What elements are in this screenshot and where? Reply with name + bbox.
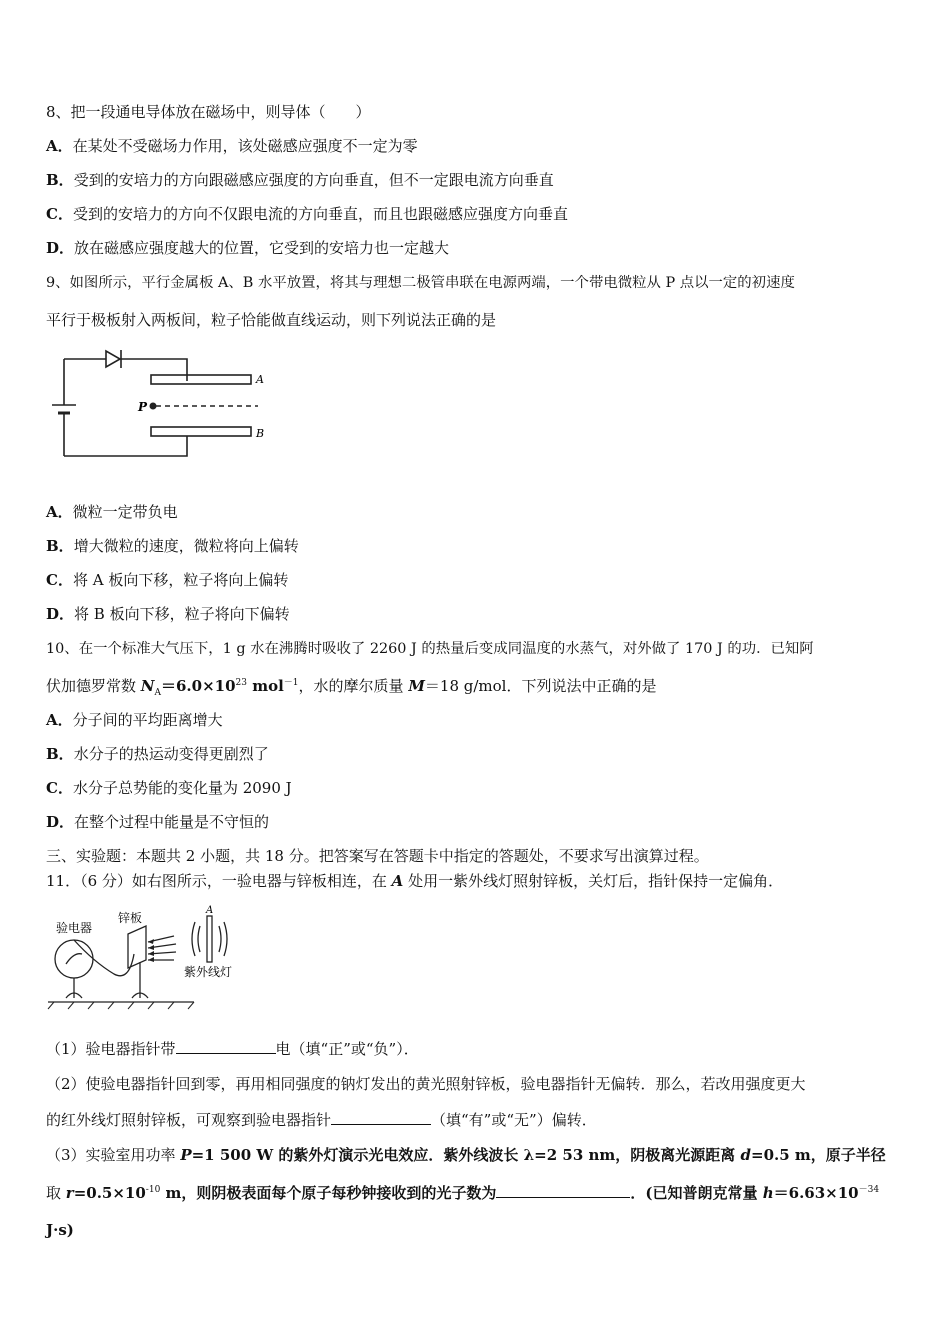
text: （1）验电器指针带 xyxy=(46,1040,176,1058)
section-3-title: 三、实验题：本题共 2 小题，共 18 分。把答案写在答题卡中指定的答题处，不要求写出演算过程。 xyxy=(46,847,709,865)
text: =1 500 W 的紫外灯演示光电效应．紫外线波长 λ=2 53 nm，阴极离光源距离 xyxy=(191,1146,741,1164)
superscript: 23 xyxy=(235,678,247,688)
option-label: D． xyxy=(46,813,75,831)
answer-blank[interactable] xyxy=(331,1110,431,1125)
var-d: d xyxy=(740,1146,751,1164)
var-r: r xyxy=(65,1184,74,1202)
text: 取 xyxy=(46,1184,66,1202)
q11-sub3-line3: J·s) xyxy=(46,1221,74,1239)
option-text: 受到的安培力的方向跟磁感应强度的方向垂直，但不一定跟电流方向垂直 xyxy=(73,171,554,189)
plate-b xyxy=(151,427,251,436)
q10-option-d xyxy=(46,812,269,832)
q9-option-c xyxy=(46,570,288,590)
lamp-glow xyxy=(224,922,227,956)
q10-option-a xyxy=(46,710,223,730)
label-a: A xyxy=(206,905,214,916)
option-text: 微粒一定带负电 xyxy=(72,503,178,521)
answer-blank[interactable] xyxy=(176,1039,276,1054)
text: =0.5 m，原子半径 xyxy=(751,1146,886,1164)
option-label: B． xyxy=(46,745,74,763)
q9-stem-line1: 9、如图所示，平行金属板 A、B 水平放置，将其与理想二极管串联在电源两端，一个带电微粒从 P 点以一定的初速度 xyxy=(46,275,795,291)
q9-circuit-diagram xyxy=(44,343,284,463)
superscript: －1 xyxy=(283,678,299,688)
text: mol xyxy=(247,677,284,695)
option-text: 分子间的平均距离增大 xyxy=(72,711,223,729)
option-text: 增大微粒的速度，微粒将向上偏转 xyxy=(73,537,299,555)
text: 的红外线灯照射锌板，可观察到验电器指针 xyxy=(46,1111,332,1129)
q11-sub1 xyxy=(46,1039,419,1059)
option-label: A． xyxy=(46,711,73,729)
text: ＝18 g/mol．下列说法中正确的是 xyxy=(424,677,657,695)
connecting-wire xyxy=(74,940,134,976)
option-label: B． xyxy=(46,171,74,189)
label-uv-lamp: 紫外线灯 xyxy=(184,965,233,979)
q10-option-b xyxy=(46,744,269,764)
hatch xyxy=(88,1002,94,1009)
electroscope-needle xyxy=(66,954,82,964)
q10-stem-line2 xyxy=(46,676,657,696)
option-label: B． xyxy=(46,537,74,555)
option-label: A． xyxy=(46,137,73,155)
option-text: 水分子总势能的变化量为 2090 J xyxy=(72,779,292,797)
label-a: A xyxy=(256,373,264,386)
lamp-glow xyxy=(192,922,195,956)
q11-stem xyxy=(46,871,783,891)
text: m，则阴极表面每个原子每秒钟接收到的光子数为 xyxy=(160,1184,497,1202)
option-text: 在整个过程中能量是不守恒的 xyxy=(74,813,270,831)
lamp-glow xyxy=(219,926,221,952)
lamp-glow xyxy=(198,926,200,952)
option-label: C． xyxy=(46,571,73,589)
q11-sub2-line1: （2）使验电器指针回到零，再用相同强度的钠灯发出的黄光照射锌板，验电器指针无偏转．那么，若改用强度更大 xyxy=(46,1075,806,1093)
text: ＝6.63×10 xyxy=(773,1184,859,1202)
q9-stem-line2: 平行于极板射入两板间，粒子恰能做直线运动，则下列说法正确的是 xyxy=(46,311,497,329)
q10-stem-line1: 10、在一个标准大气压下，1 g 水在沸腾时吸收了 2260 J 的热量后变成同温度的水蒸气，对外做了 170 J 的功．已知阿 xyxy=(46,641,814,657)
text: 处用一紫外线灯照射锌板，关灯后，指针保持一定偏角． xyxy=(403,872,784,890)
q8-option-b xyxy=(46,170,554,190)
hatch xyxy=(148,1002,154,1009)
option-text: 将 A 板向下移，粒子将向上偏转 xyxy=(72,571,289,589)
q9-option-d xyxy=(46,604,290,624)
hatch xyxy=(108,1002,114,1009)
option-label: D． xyxy=(46,239,75,257)
option-text: 将 B 板向下移，粒子将向下偏转 xyxy=(74,605,290,623)
var-a: A xyxy=(391,872,404,890)
option-label: C． xyxy=(46,205,73,223)
var-m: M xyxy=(408,677,425,695)
uv-lamp-tube xyxy=(207,916,212,962)
q11-electroscope-diagram xyxy=(44,902,244,1012)
subscript: A xyxy=(154,688,161,698)
text: =0.5×10 xyxy=(73,1184,146,1202)
text: （3）实验室用功率 xyxy=(46,1146,181,1164)
hatch xyxy=(48,1002,54,1009)
q8-option-a xyxy=(46,136,418,156)
q8-option-c xyxy=(46,204,568,224)
q9-option-a xyxy=(46,502,178,522)
q8-option-d xyxy=(46,238,449,258)
q11-sub3-line1 xyxy=(46,1145,886,1165)
option-label: D． xyxy=(46,605,75,623)
text: （填“有”或“无”）偏转． xyxy=(431,1111,597,1129)
option-text: 在某处不受磁场力作用，该处磁感应强度不一定为零 xyxy=(72,137,418,155)
superscript: －34 xyxy=(858,1185,880,1195)
text: 11．（6 分）如右图所示，一验电器与锌板相连，在 xyxy=(46,872,392,890)
wire xyxy=(64,436,187,456)
plate-a xyxy=(151,375,251,384)
label-b: B xyxy=(256,427,265,440)
wire xyxy=(121,359,187,381)
hatch xyxy=(188,1002,194,1009)
q9-option-b xyxy=(46,536,299,556)
text: 伏加德罗常数 xyxy=(46,677,141,695)
option-text: 放在磁感应强度越大的位置，它受到的安培力也一定越大 xyxy=(74,239,450,257)
hatch xyxy=(168,1002,174,1009)
option-label: A． xyxy=(46,503,73,521)
var-h: h xyxy=(762,1184,774,1202)
var-p: P xyxy=(180,1146,192,1164)
text: 电（填“正”或“负”）． xyxy=(275,1040,419,1058)
q11-sub2-line2 xyxy=(46,1110,597,1130)
hatch xyxy=(68,1002,74,1009)
option-text: 受到的安培力的方向不仅跟电流的方向垂直，而且也跟磁感应强度方向垂直 xyxy=(72,205,568,223)
text: ．(已知普朗克常量 xyxy=(630,1184,763,1202)
label-p: P xyxy=(138,400,148,414)
label-zinc-plate: 锌板 xyxy=(118,911,143,925)
q10-option-c xyxy=(46,778,292,798)
superscript: -10 xyxy=(145,1185,161,1195)
diode-icon xyxy=(106,351,120,367)
var-na: N xyxy=(140,677,155,695)
hatch xyxy=(128,1002,134,1009)
zinc-plate xyxy=(128,926,146,968)
q11-sub3-line2 xyxy=(46,1183,879,1203)
text: ，水的摩尔质量 xyxy=(298,677,409,695)
option-text: 水分子的热运动变得更剧烈了 xyxy=(73,745,269,763)
option-label: C． xyxy=(46,779,73,797)
particle-p xyxy=(150,403,157,410)
electroscope-dial xyxy=(55,940,93,978)
q8-stem: 8、把一段通电导体放在磁场中，则导体（ ） xyxy=(46,103,371,121)
label-electroscope: 验电器 xyxy=(56,921,93,935)
answer-blank[interactable] xyxy=(496,1183,630,1198)
text: ＝6.0×10 xyxy=(161,677,236,695)
